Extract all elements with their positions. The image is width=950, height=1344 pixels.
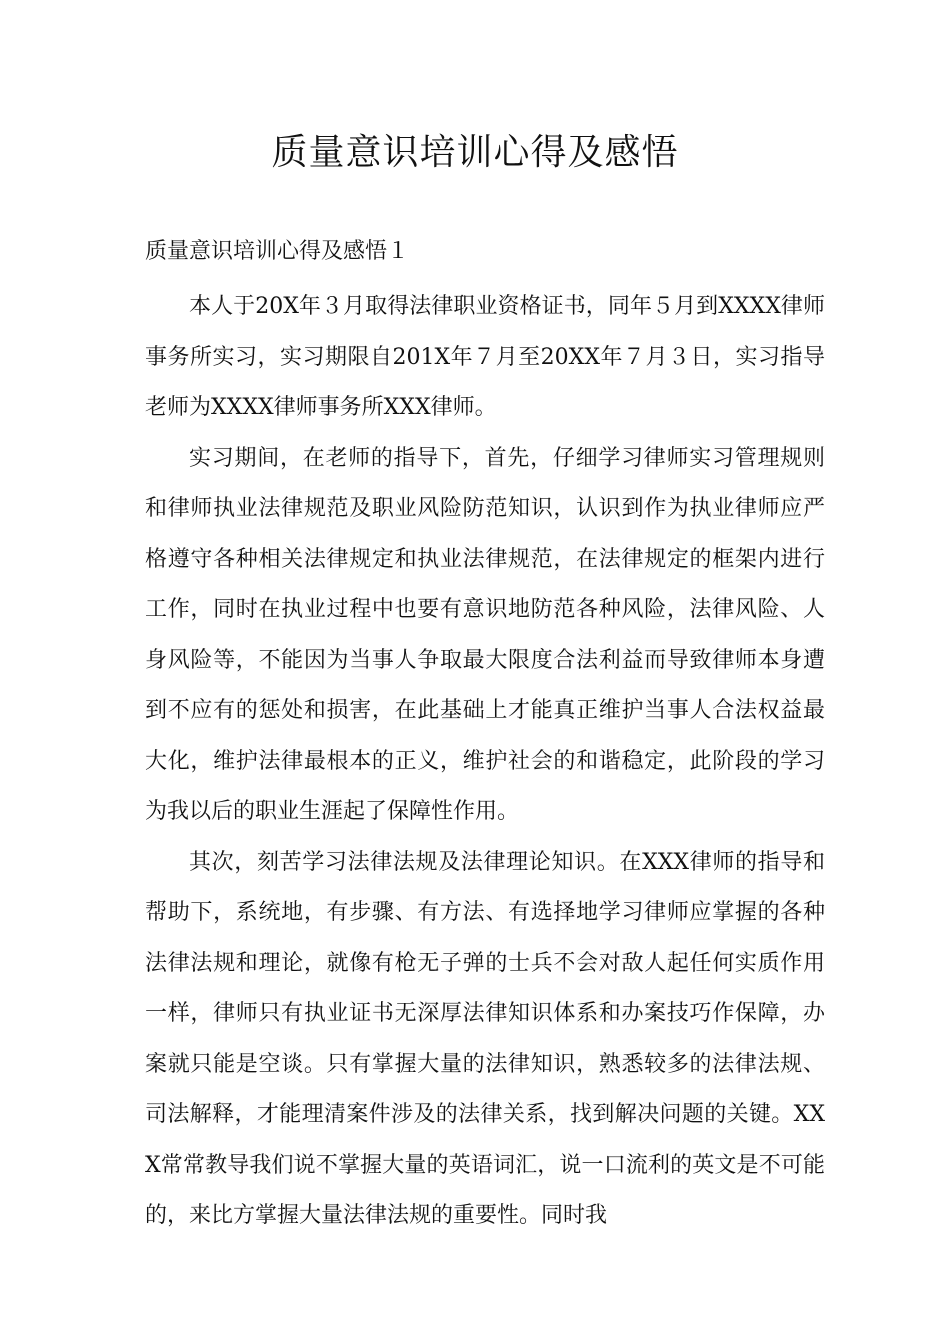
section-heading: 质量意识培训心得及感悟１	[145, 239, 410, 264]
paragraph-1: 本人于20X年３月取得法律职业资格证书，同年５月到XXXX律师事务所实习，实习期限自201X年７月至20XX年７月３日，实习指导老师为XXXX律师事务所XXX律师。	[145, 294, 825, 420]
paragraph-2: 实习期间，在老师的指导下，首先，仔细学习律师实习管理规则和律师执业法律规范及职业风险防范知识，认识到作为执业律师应严格遵守各种相关法律规定和执业法律规范，在法律规定的框架内进行工作，同时在执业过程中也要有意识地防范各种风险，法律风险、人身风险等，不能因为当事人争取最大限度合法利益而导致律师本身遭到不应有的惩处和损害，在此基础上才能真正维护当事人合法权益最大化，维护法律最根本的正义，维护社会的和谐稳定，此阶段的学习为我以后的职业生涯起了保障性作用。	[145, 445, 825, 824]
paragraph-3: 其次，刻苦学习法律法规及法律理论知识。在XXX律师的指导和帮助下，系统地，有步骤、有方法、有选择地学习律师应掌握的各种法律法规和理论，就像有枪无子弹的士兵不会对敌人起任何实质作用一样，律师只有执业证书无深厚法律知识体系和办案技巧作保障，办案就只能是空谈。只有掌握大量的法律知识，熟悉较多的法律法规、司法解释，才能理清案件涉及的法律关系，找到解决问题的关键。XXX常常教导我们说不掌握大量的英语词汇，说一口流利的英文是不可能的，来比方掌握大量法律法规的重要性。同时我	[145, 849, 825, 1228]
document-body	[145, 282, 825, 1242]
document-title: 质量意识培训心得及感悟	[271, 132, 679, 173]
